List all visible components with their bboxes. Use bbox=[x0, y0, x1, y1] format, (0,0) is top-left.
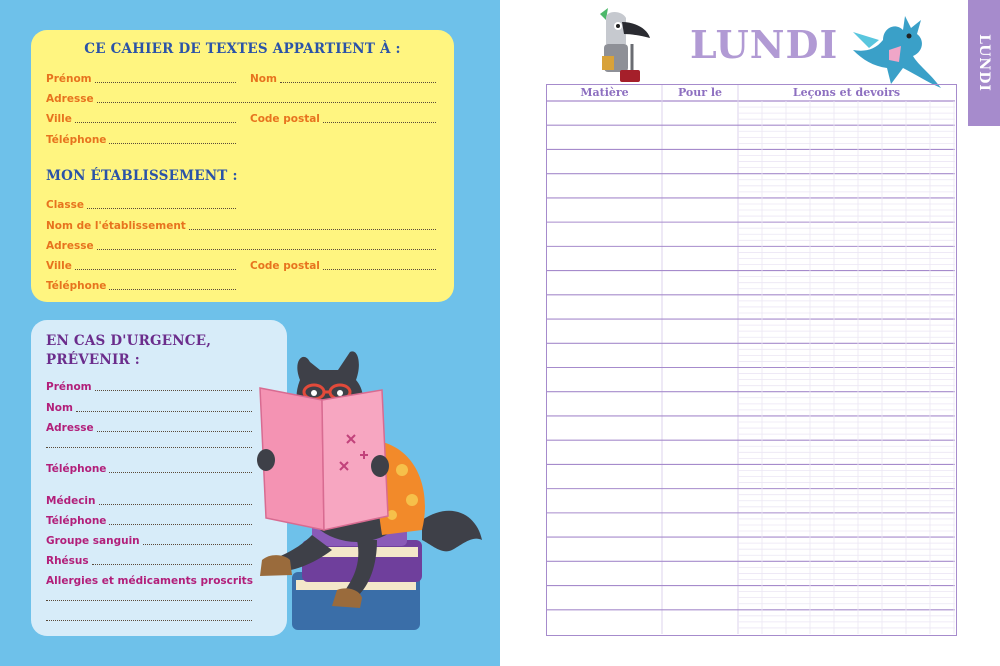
owner-ville-field[interactable] bbox=[46, 111, 236, 125]
owner-prenom-field[interactable] bbox=[46, 71, 236, 85]
owner-card bbox=[31, 30, 454, 302]
field-label: Nom bbox=[250, 73, 277, 85]
field-label: Code postal bbox=[250, 260, 320, 272]
urg-medecin-field[interactable] bbox=[46, 493, 252, 507]
day-title: LUNDI bbox=[690, 22, 839, 67]
etab-code-postal-field[interactable] bbox=[250, 258, 436, 272]
field-label: Nom de l'établissement bbox=[46, 220, 186, 232]
etab-nom-field[interactable] bbox=[46, 218, 436, 232]
planner-table bbox=[546, 84, 957, 636]
urg-adresse-field[interactable] bbox=[46, 420, 252, 434]
day-tab[interactable] bbox=[968, 0, 1000, 126]
field-label: Téléphone bbox=[46, 280, 107, 292]
anteater-knight-icon bbox=[592, 4, 652, 82]
field-label: Adresse bbox=[46, 422, 94, 434]
urg-allergies-line1[interactable] bbox=[46, 599, 252, 601]
etab-telephone-field[interactable] bbox=[46, 278, 236, 292]
urg-prenom-field[interactable] bbox=[46, 379, 252, 393]
field-label: Groupe sanguin bbox=[46, 535, 140, 547]
wolf-reading-icon bbox=[252, 340, 492, 640]
etab-ville-field[interactable] bbox=[46, 258, 236, 272]
field-label: Prénom bbox=[46, 73, 92, 85]
day-tab-label: LUNDI bbox=[976, 34, 992, 92]
field-label: Allergies et médicaments proscrits bbox=[46, 575, 253, 587]
field-label: Téléphone bbox=[46, 134, 107, 146]
urgence-card bbox=[31, 320, 287, 636]
owner-code-postal-field[interactable] bbox=[250, 111, 436, 125]
col-header-lecons-devoirs: Leçons et devoirs bbox=[792, 86, 901, 99]
field-label: Ville bbox=[46, 113, 72, 125]
field-label: Classe bbox=[46, 199, 85, 211]
field-label: Médecin bbox=[46, 495, 96, 507]
field-label: Rhésus bbox=[46, 555, 89, 567]
etablissement-title: MON ÉTABLISSEMENT : bbox=[46, 168, 238, 184]
col-header-matiere: Matière bbox=[580, 86, 629, 99]
urgence-title bbox=[46, 332, 211, 370]
owner-title: CE CAHIER DE TEXTES APPARTIENT À : bbox=[84, 41, 401, 57]
field-label: Téléphone bbox=[46, 515, 107, 527]
urg-allergies-line2[interactable] bbox=[46, 619, 252, 621]
field-label: Code postal bbox=[250, 113, 320, 125]
urg-nom-field[interactable] bbox=[46, 400, 252, 414]
urgence-title-line2: PRÉVENIR : bbox=[46, 352, 140, 368]
owner-adresse-field[interactable] bbox=[46, 91, 436, 105]
field-label: Nom bbox=[46, 402, 73, 414]
etab-classe-field[interactable] bbox=[46, 197, 236, 211]
field-label: Adresse bbox=[46, 240, 94, 252]
urg-telephone-field[interactable] bbox=[46, 461, 252, 475]
owner-nom-field[interactable] bbox=[250, 71, 436, 85]
field-label: Adresse bbox=[46, 93, 94, 105]
col-header-pour-le: Pour le bbox=[677, 86, 723, 99]
urg-groupe-sanguin-field[interactable] bbox=[46, 533, 252, 547]
field-label: Téléphone bbox=[46, 463, 107, 475]
field-label: Ville bbox=[46, 260, 72, 272]
urg-rhesus-field[interactable] bbox=[46, 553, 252, 567]
right-page bbox=[500, 0, 1000, 666]
owner-telephone-field[interactable] bbox=[46, 132, 236, 146]
planner-grid bbox=[547, 85, 955, 634]
field-label: Prénom bbox=[46, 381, 92, 393]
urg-telephone2-field[interactable] bbox=[46, 513, 252, 527]
urg-allergies-label bbox=[46, 573, 252, 587]
urgence-title-line1: EN CAS D'URGENCE, bbox=[46, 333, 212, 349]
etab-adresse-field[interactable] bbox=[46, 238, 436, 252]
urg-adresse-line2[interactable] bbox=[46, 446, 252, 448]
